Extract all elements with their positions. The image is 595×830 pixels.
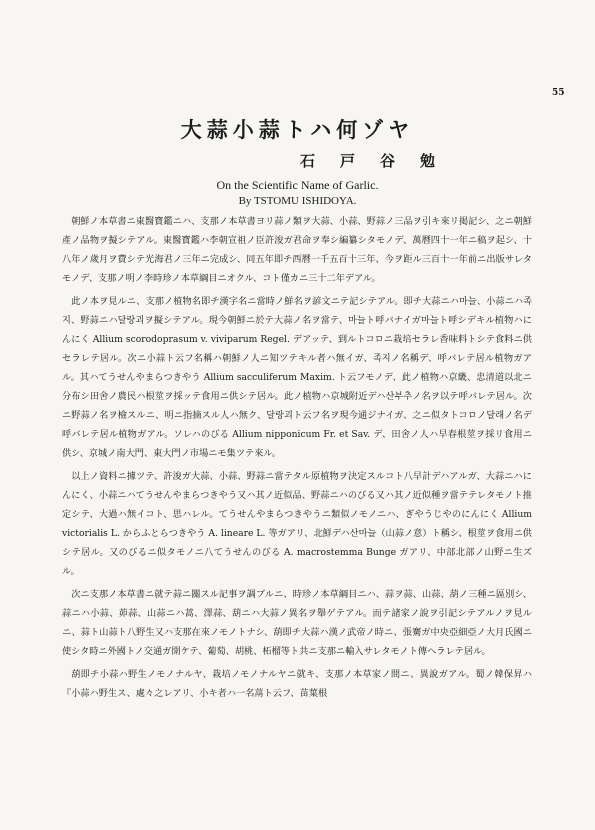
paragraph: 以上ノ資料ニ據ツテ、許浚ガ大蒜、小蒜、野蒜ニ當テタル原植物ヲ決定スルコト八早計デハアルガ、大蒜ニハにんにく、小蒜ニハてうせんやまらつきやう又ハ其ノ近似品、野蒜ニハのびる又ハ其ノ近似種ヲ當テテレタモノト推定シテ、大過ハ無イコト、思ハレル。てうせんやまらつきやうニ類似ノモノニハ、ぎやうじやのにんにく Allium victorialis L. からふとらつきやう A. lineare L. 等ガアリ、北鮮デハ산마늘（山蒜ノ意）ト稱シ、根莖ヲ食用ニ供シテ居ル。又のびるニ似タモノニ八てうせんのびる A. macrostemma Bunge ガアリ、中部北部ノ山野ニ生ズル。 — [62, 471, 532, 577]
paragraph: 此ノ本ヲ見ルニ、支那ノ植物名即チ漢字名ニ當時ノ鮮名ヲ諺文ニテ記シテアル。即チ大蒜ニハ마늘、小蒜ニハ족지、野蒜ニハ달랑괴ヲ擬シテアル。現今朝鮮ニ於テ大蒜ノ名ヲ當テ、마늘ト呼バナイガ마늘ト呼シデキル植物ハにんにく Allium scorodoprasum v. viviparum Regel. デアッテ、到ルトコロニ栽培セラレ香味料トシテ食料ニ供セラレテ居ル。次ニ小蒜ト云フ名稱ハ朝鮮ノ人ニ知ツテキル者ハ無イガ、족지ノ名稱デ、呼バレテ居ル植物ガアル。其ハてうせんやまらつきやう Allium sacculiferum Maxim. ト云フモノデ、此ノ植物ハ京畿、忠清道以北ニ分布シ田舍ノ農民ハ根莖ヲ採ッテ食用ニ供シテ居ル。此ノ植物ハ京城附近デハ산부추ノ名ヲ以テ呼バレテ居ル。次ニ野蒜ノ名ヲ檢スルニ、明ニ指摘スル人ハ無ク、달랑괴ト云フ名ヲ現今通ジナイガ、之ニ似タトコロノ달래ノ名デ呼バレテ居ル植物ガアル。ソレハのびる Allium nipponicum Fr. et Sav. デ、田舍ノ人ハ早春根莖ヲ採リ食用ニ供シ、京城ノ南大門、東大門ノ市場ニモ集ツテ來ル。 — [62, 296, 532, 459]
paragraph: 次ニ支那ノ本草書ニ就テ蒜ニ關スル記事ヲ調ブルニ、時珍ノ本草綱目ニハ、蒜ヲ蒜、山蒜、葫ノ三種ニ區別シ、蒜ニハ小蒜、茆蒜、山蒜ニハ蒿、澤蒜、葫ニハ大蒜ノ異名ヲ舉ゲテアル。而テ諸家ノ說ヲ引記シテアルノヲ見ルニ、蒜ト山蒜ト八野生又ハ支那在來ノモノトナシ、葫即チ大蒜ハ漢ノ武帝ノ時ニ、張騫ガ中央亞細亞ノ大月氏國ニ使シタ時ニ外國トノ交通ガ開ケテ、葡萄、胡桃、柘榴等ト共ニ支那ニ輸入サレタモノト傳ヘラレテ居ル。 — [62, 589, 532, 657]
paragraph: 朝鮮ノ本草書ニ東醫寶鑑ニハ、支那ノ本草書ヨリ蒜ノ類ヲ大蒜、小蒜、野蒜ノ三品ヲ引キ來リ掲記シ、之ニ朝鮮產ノ品物ヲ擬シテアル。東醫寶鑑ハ李朝宣祖ノ臣許浚ガ君命ヲ奉シ編纂シタモノデ、萬曆四十一年ニ稿ヲ起シ、十八年ノ歲月ヲ費シテ光海君ノ三年ニ完成シ、同五年即チ西曆一千五百十三年、今ヲ距ル三百十一年前ニ出版サレタモノデ、支那ノ明ノ李時珍ノ本草綱目ニオクル、コト僅カニ三十二年デアル。 — [62, 216, 532, 284]
page-number: 55 — [552, 88, 565, 98]
paragraph: 葫即チ小蒜ハ野生ノモノナルヤ、栽培ノモノナルヤニ就キ、支那ノ本草家ノ間ニ、異說ガアル。蜀ノ韓保昇ハ『小蒜ハ野生ス、處々之レアリ、小キ者ハ一名蒚ト云フ、苗葉根 — [62, 669, 532, 699]
body-text — [62, 212, 532, 818]
title-japanese: 大蒜小蒜トハ何ゾヤ — [180, 117, 415, 142]
title-english: On the Scientific Name of Garlic. — [216, 178, 379, 192]
author-japanese: 石戸谷勉 — [300, 152, 461, 170]
author-english: By TSTOMU ISHIDOYA. — [238, 195, 357, 207]
